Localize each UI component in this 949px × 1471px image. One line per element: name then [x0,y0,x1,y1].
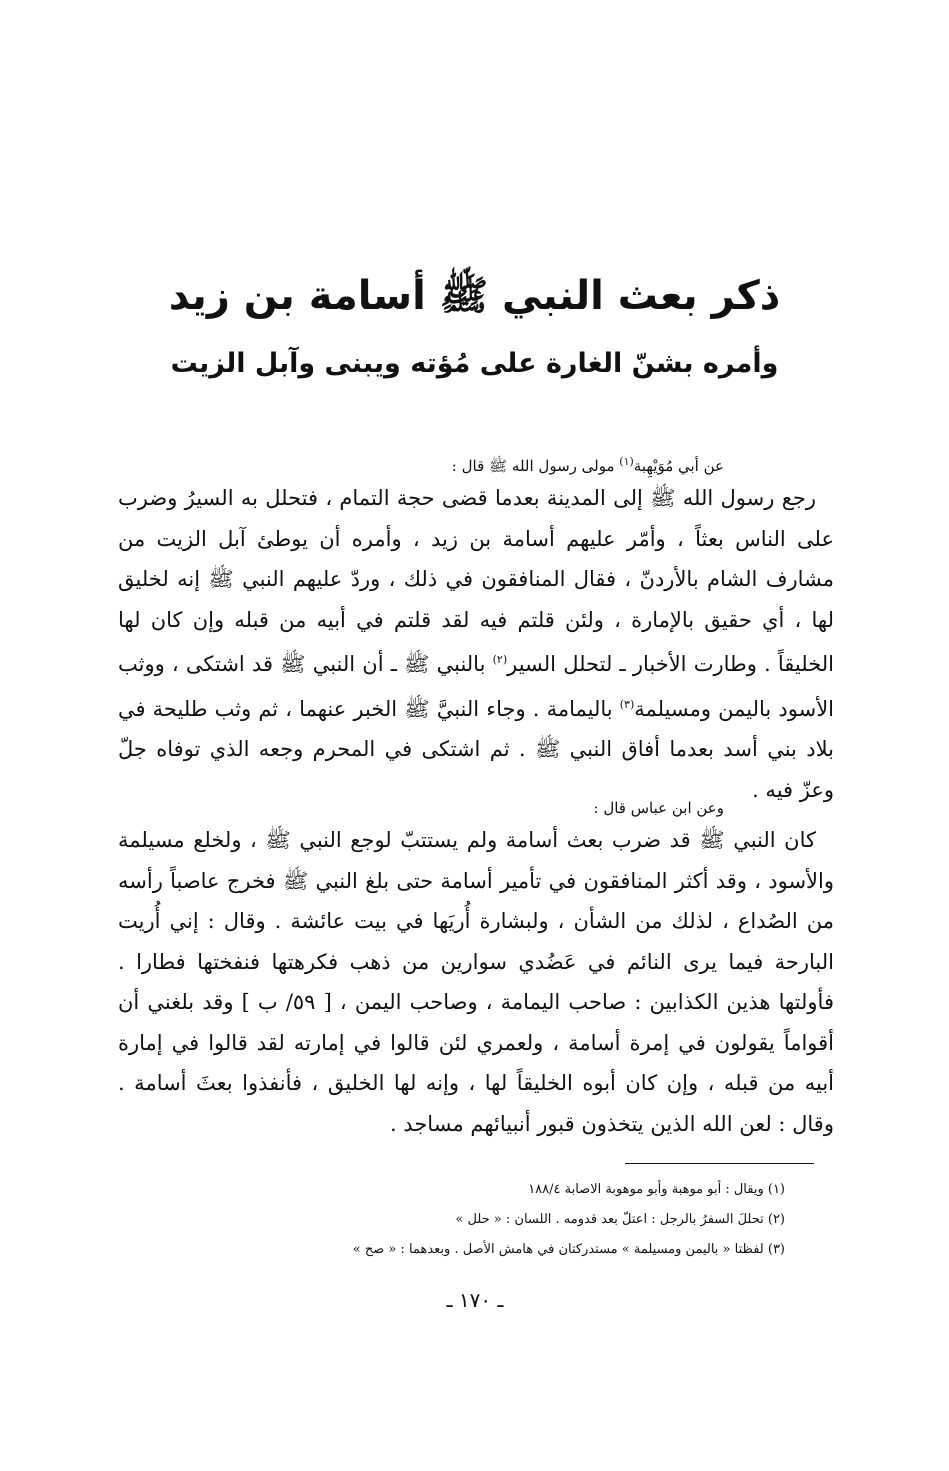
section-abu-muwayhiba [118,450,834,810]
footnote-ref: (٣) [619,697,635,711]
footnote-ref: (٢) [492,653,508,666]
chapter-subtitle: وأمره بشنّ الغارة على مُؤته ويبنى وآبل الزيت [170,348,779,379]
footnote-item: (١) ويقال : أبو موهبة وأبو موهوبة الاصابة ١٨٨/٤ [528,1182,785,1197]
chapter-title: ذكر بعث النبي ﷺ أسامة بن زيد [168,273,781,319]
footnote-ref: (١) [619,455,634,468]
paragraph-part: باليمامة . وجاء النبيَّ ﷺ الخبر عنهما ، ثم وثب طليحة في بلاد بني أسد بعدما أفاق النبي ﷺ . ثم اشتكى في المحرم وجعه الذي توفاه جلّ وعزّ فيه . [118,696,834,802]
body-paragraph: كان النبي ﷺ قد ضرب بعث أسامة ولم يستتبّ لوجع النبي ﷺ ، ولخلع مسيلمة والأسود ، وقد أكثر المنافقون في تأمير أسامة حتى بلغ النبي ﷺ فخرج عاصباً رأسه من الصُداع ، لذلك من الشأن ، ولبشارة أُريَها في بيت عائشة . وقال : إني أُريت البارحة فيما يرى النائم في عَضُدي سوارين من ذهب فكرهتها فنفختها فطارا . فأولتها هذين الكذابين : صاحب اليمامة ، وصاحب اليمن ، [ ٥٩/ ب ] وقد بلغني أن أقواماً يقولون في إمرة أسامة ، ولعمري لئن قالوا في إمارته لقد قالوا في إمارة أبيه من قبله ، وإن كان أبوه الخليقاً لها ، وإنه لها الخليق ، فأنفذوا بعثَ أسامة . وقال : لعن الله الذين يتخذون قبور أنبيائهم مساجد . [118,828,834,1136]
narrator-name: عن أبي مُوَيْهِبة [633,457,724,475]
footnote-item: (٢) تحللَ السفرُ بالرجل : اعتلّ بعد قدومه . اللسان : « حلل » [455,1212,785,1227]
narrator-line [118,450,834,478]
footnotes [200,1175,785,1265]
footnote-item: (٣) لفظتا « باليمن ومسيلمة » مستدركتان في هامش الأصل . وبعدهما : « صح » [352,1242,785,1257]
paragraph-part: بالنبي ﷺ ـ أن النبي ﷺ قد اشتكى ، ووثب الأسود باليمن ومسيلمة [118,652,835,721]
narrator-line: وعن ابن عباس قال : [593,799,724,817]
body-paragraph [118,478,834,810]
footnote-divider [625,1163,814,1164]
section-ibn-abbas [118,796,834,1144]
paragraph-part: رجع رسول الله ﷺ إلى المدينة بعدما قضى حجة التمام ، فتحلل به السيرُ وضرب على الناس بعثاً ، وأمّر عليهم أسامة بن زيد ، وأمره أن يوطئ آبل الزيت من مشارف الشام بالأردنّ ، فقال المنافقون في ذلك ، وردّ عليهم النبي ﷺ إنه لخليق لها ، أي حقيق بالإمارة ، ولئن قلتم فيه لقد قلتم في أبيه من قبله وإن كان لها الخليقاً . وطارت الأخبار ـ لتحلل السير [118,486,834,676]
page-number: ـ ١٧٠ ـ [446,1288,504,1312]
narrator-rest: مولى رسول الله ﷺ قال : [451,457,620,475]
